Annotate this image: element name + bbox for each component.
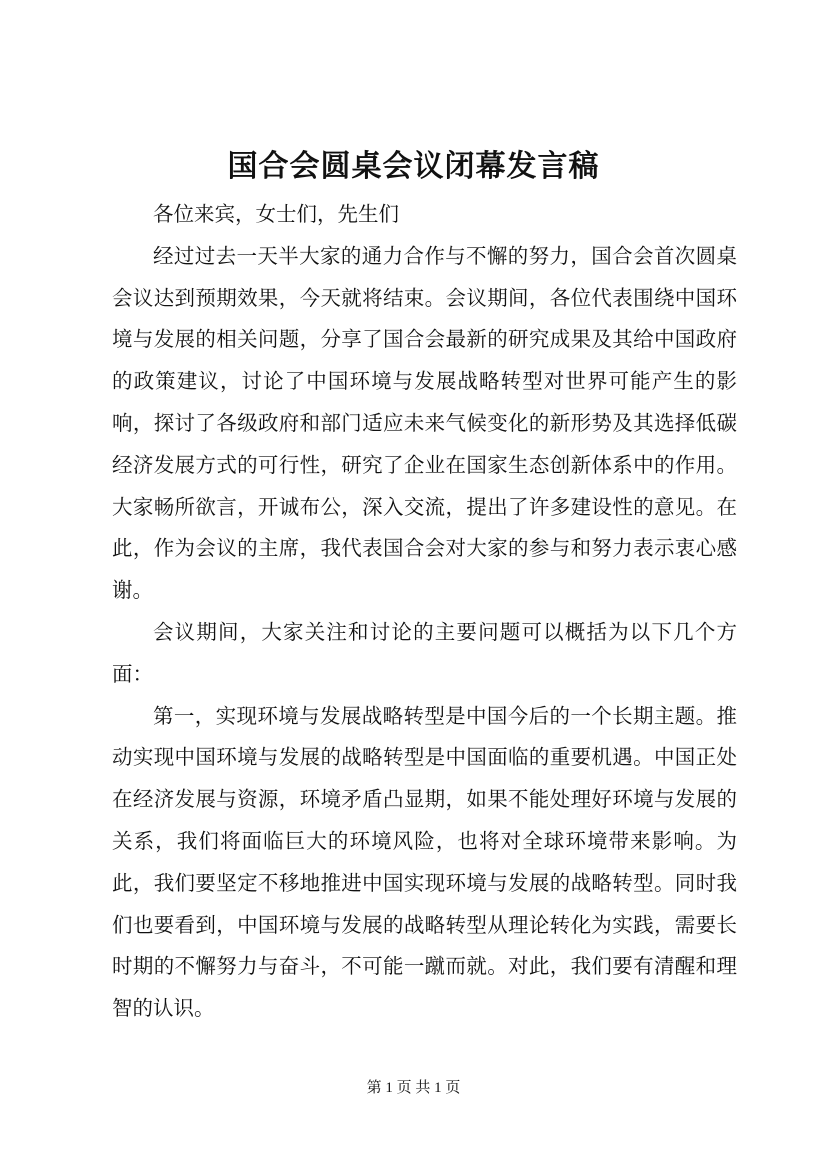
body-paragraph: 会议期间，大家关注和讨论的主要问题可以概括为以下几个方面： — [112, 619, 737, 686]
salutation-paragraph: 各位来宾，女士们，先生们 — [153, 202, 399, 226]
body-paragraph: 经过过去一天半大家的通力合作与不懈的努力，国合会首次圆桌会议达到预期效果，今天就将结束。会议期间，各位代表围绕中国环境与发展的相关问题，分享了国合会最新的研究成果及其给中国政府的政策建议，讨论了中国环境与发展战略转型对世界可能产生的影响，探讨了各级政府和部门适应未来气候变化的新形势及其选择低碳经济发展方式的可行性，研究了企业在国家生态创新体系中的作用。大家畅所欲言，开诚布公，深入交流，提出了许多建设性的意见。在此，作为会议的主席，我代表国合会对大家的参与和努力表示衷心感谢。 — [112, 243, 737, 603]
body-paragraph: 第一，实现环境与发展战略转型是中国今后的一个长期主题。推动实现中国环境与发展的战略转型是中国面临的重要机遇。中国正处在经济发展与资源，环境矛盾凸显期，如果不能处理好环境与发展的关系，我们将面临巨大的环境风险，也将对全球环境带来影响。为此，我们要坚定不移地推进中国实现环境与发展的战略转型。同时我们也要看到，中国环境与发展的战略转型从理论转化为实践，需要长时期的不懈努力与奋斗，不可能一蹴而就。对此，我们要有清醒和理智的认识。 — [112, 703, 737, 1021]
document-body — [112, 194, 737, 1030]
document-title: 国合会圆桌会议闭幕发言稿 — [227, 149, 600, 184]
page-number-footer: 第 1 页 共 1 页 — [366, 1080, 461, 1096]
